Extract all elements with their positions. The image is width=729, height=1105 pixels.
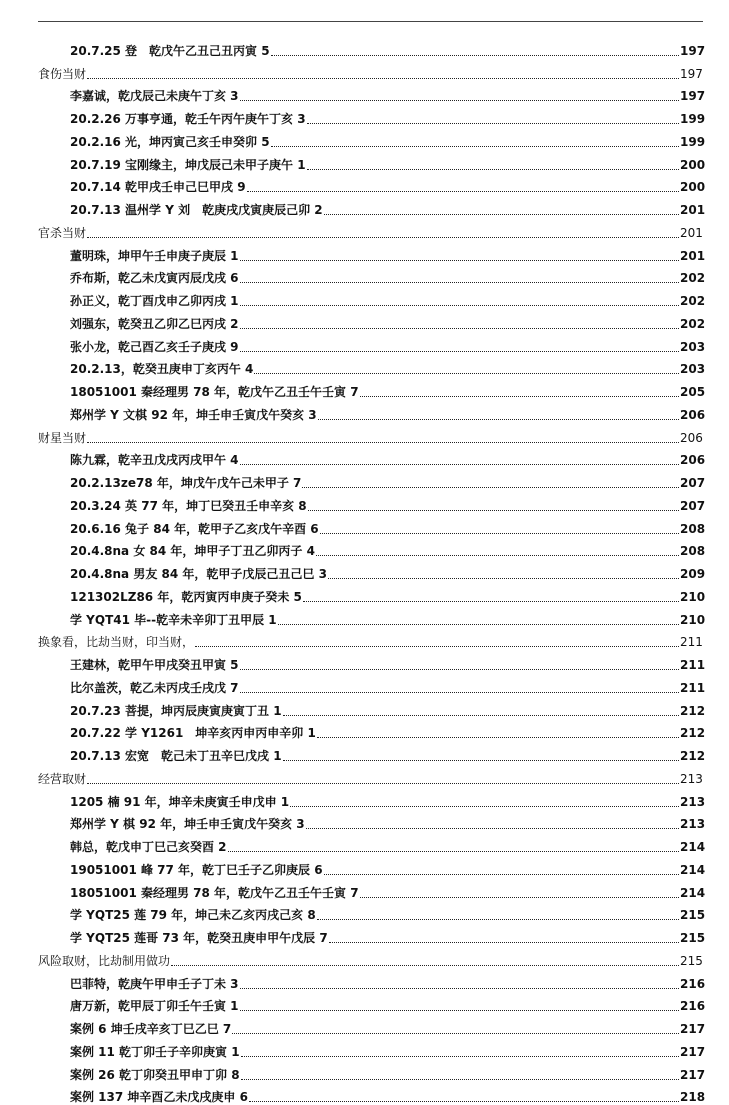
toc-entry-title: 食伤当财 [38,67,86,82]
toc-page-number: 211 [680,681,702,696]
toc-page-number: 201 [680,249,702,264]
toc-entry-title: 20.7.22 学 Y1261 坤辛亥丙申丙申辛卯 1 [70,726,316,741]
toc-entry-title: 官杀当财 [38,226,86,241]
toc-entry[interactable] [38,810,702,833]
toc-entry-title: 20.7.13 宏宽 乾己未丁丑辛巳戊戌 1 [70,749,282,764]
dot-leader [290,806,679,807]
dot-leader [360,396,679,397]
dot-leader [240,305,679,306]
toc-page-number: 217 [680,1068,702,1083]
toc-page-number: 205 [680,385,702,400]
dot-leader [247,191,679,192]
dot-leader [318,419,679,420]
toc-entry-title: 学 YQT25 莲哥 73 年，乾癸丑庚申甲午戊辰 7 [70,931,328,946]
toc-page-number: 201 [680,203,702,218]
dot-leader [240,328,679,329]
toc-entry-title: 比尔盖茨，乾乙未丙戌壬戌戊 7 [70,681,239,696]
toc-entry[interactable] [38,901,702,924]
toc-entry[interactable] [38,1083,702,1105]
dot-leader [87,78,679,79]
toc-page-number: 211 [680,635,702,650]
toc-entry[interactable] [38,104,702,127]
toc-entry-title: 孙正义，乾丁酉戊申乙卯丙戌 1 [70,294,239,309]
toc-entry[interactable] [38,719,702,742]
dot-leader [317,919,679,920]
toc-entry[interactable] [38,605,702,628]
toc-entry[interactable] [38,309,702,332]
dot-leader [317,737,679,738]
toc-page-number: 206 [680,453,702,468]
toc-entry-title: 案例 26 乾丁卯癸丑甲申丁卯 8 [70,1068,240,1083]
toc-entry-title: 19051001 峰 77 年，乾丁巳壬子乙卯庚辰 6 [70,863,323,878]
toc-entry-title: 1205 楠 91 年，坤辛未庚寅壬申戊申 1 [70,795,289,810]
toc-page-number: 202 [680,317,702,332]
toc-page-number: 218 [680,1090,702,1105]
toc-entry[interactable] [38,36,702,59]
toc-entry-title: 经营取财 [38,772,86,787]
toc-page-number: 213 [680,817,702,832]
toc-entry-title: 20.7.19 宝刚缘主，坤戊辰己未甲子庚午 1 [70,158,306,173]
toc-page-number: 197 [680,67,702,82]
toc-entry[interactable] [38,468,702,491]
toc-page-number: 212 [680,749,702,764]
dot-leader [249,1101,679,1102]
toc-entry-title: 巴菲特，乾庚午甲申壬子丁未 3 [70,977,239,992]
toc-page-number: 203 [680,340,702,355]
toc-entry-title: 陈九霖，乾辛丑戊戌丙戌甲午 4 [70,453,239,468]
dot-leader [254,373,679,374]
toc-entry[interactable] [38,150,702,173]
header-rule [38,21,703,22]
toc-entry-title: 20.7.25 登 乾戊午乙丑己丑丙寅 5 [70,44,270,59]
toc-entry[interactable] [38,491,702,514]
dot-leader [306,828,679,829]
toc-entry[interactable] [38,1014,702,1037]
toc-entry-title: 董明珠，坤甲午壬申庚子庚辰 1 [70,249,239,264]
toc-page-number: 214 [680,886,702,901]
dot-leader [240,692,679,693]
toc-page-number: 210 [680,613,702,628]
toc-entry[interactable] [38,650,702,673]
toc-entry[interactable] [38,1060,702,1083]
toc-entry-title: 刘强东，乾癸丑乙卯乙巳丙戌 2 [70,317,239,332]
toc-entry[interactable] [38,741,702,764]
dot-leader [320,533,679,534]
toc-page-number: 216 [680,999,702,1014]
dot-leader [283,715,679,716]
toc-section-heading[interactable] [38,764,702,787]
toc-entry[interactable] [38,992,702,1015]
toc-page-number: 199 [680,112,702,127]
toc-entry-title: 20.4.8na 男友 84 年，乾甲子戊辰己丑己巳 3 [70,567,327,582]
toc-entry-title: 王建林，乾甲午甲戌癸丑甲寅 5 [70,658,239,673]
toc-entry[interactable] [38,355,702,378]
table-of-contents [38,36,702,1105]
toc-page-number: 199 [680,135,702,150]
toc-entry[interactable] [38,446,702,469]
toc-entry-title: 郑州学 Y 文棋 92 年，坤壬申壬寅戊午癸亥 3 [70,408,317,423]
toc-entry-title: 学 YQT25 莲 79 年，坤己未乙亥丙戌己亥 8 [70,908,316,923]
toc-entry[interactable] [38,923,702,946]
toc-entry[interactable] [38,559,702,582]
toc-entry[interactable] [38,787,702,810]
toc-entry[interactable] [38,82,702,105]
toc-page-number: 203 [680,362,702,377]
dot-leader [240,351,679,352]
dot-leader [316,555,679,556]
toc-entry-title: 20.2.13，乾癸丑庚申丁亥丙午 4 [70,362,253,377]
toc-page-number: 206 [680,408,702,423]
dot-leader [278,624,679,625]
toc-entry[interactable] [38,127,702,150]
toc-entry-title: 20.3.24 英 77 年，坤丁巳癸丑壬申辛亥 8 [70,499,307,514]
toc-entry[interactable] [38,855,702,878]
toc-entry-title: 财星当财 [38,431,86,446]
dot-leader [240,464,679,465]
dot-leader [303,601,679,602]
toc-entry[interactable] [38,878,702,901]
toc-entry-title: 案例 6 坤壬戌辛亥丁巳乙巳 7 [70,1022,231,1037]
toc-page-number: 212 [680,726,702,741]
toc-page-number: 202 [680,271,702,286]
toc-page-number: 200 [680,158,702,173]
toc-section-heading[interactable] [38,628,702,651]
dot-leader [228,851,679,852]
toc-entry-title: 张小龙，乾己酉乙亥壬子庚戌 9 [70,340,239,355]
dot-leader [328,578,679,579]
toc-entry-title: 换象看，比劫当财，印当财， [38,635,194,650]
toc-entry-title: 20.2.13ze78 年，坤戊午戊午己未甲子 7 [70,476,301,491]
toc-entry[interactable] [38,582,702,605]
dot-leader [240,1010,679,1011]
toc-page-number: 206 [680,431,702,446]
dot-leader [171,965,679,966]
toc-entry[interactable] [38,332,702,355]
dot-leader [329,942,679,943]
toc-entry[interactable] [38,969,702,992]
dot-leader [87,783,679,784]
toc-page-number: 212 [680,704,702,719]
toc-page-number: 197 [680,89,702,104]
toc-entry-title: 18051001 秦经理男 78 年，乾戊午乙丑壬午壬寅 7 [70,886,359,901]
dot-leader [240,282,679,283]
toc-entry-title: 唐万新，乾甲辰丁卯壬午壬寅 1 [70,999,239,1014]
toc-section-heading[interactable] [38,946,702,969]
dot-leader [240,100,679,101]
toc-page-number: 207 [680,499,702,514]
toc-entry[interactable] [38,400,702,423]
toc-page-number: 211 [680,658,702,673]
toc-entry-title: 20.4.8na 女 84 年，坤甲子丁丑乙卯丙子 4 [70,544,315,559]
dot-leader [324,874,679,875]
toc-page-number: 215 [680,954,702,969]
dot-leader [232,1033,679,1034]
dot-leader [240,260,679,261]
toc-page-number: 209 [680,567,702,582]
toc-page-number: 215 [680,908,702,923]
toc-entry-title: 乔布斯，乾乙未戊寅丙辰戊戌 6 [70,271,239,286]
toc-entry-title: 20.7.13 温州学 Y 刘 乾庚戌戊寅庚辰己卯 2 [70,203,323,218]
toc-page-number: 213 [680,795,702,810]
toc-page-number: 217 [680,1045,702,1060]
toc-entry-title: 121302LZ86 年，乾丙寅丙申庚子癸未 5 [70,590,302,605]
toc-entry[interactable] [38,377,702,400]
toc-page-number: 214 [680,840,702,855]
toc-page-number: 201 [680,226,702,241]
dot-leader [307,123,679,124]
toc-entry-title: 李嘉诚，乾戊辰己未庚午丁亥 3 [70,89,239,104]
toc-page-number: 213 [680,772,702,787]
toc-page-number: 200 [680,180,702,195]
dot-leader [307,169,679,170]
toc-entry-title: 20.7.23 菩提，坤丙辰庚寅庚寅丁丑 1 [70,704,282,719]
dot-leader [324,214,679,215]
dot-leader [283,760,679,761]
toc-entry-title: 18051001 秦经理男 78 年，乾戊午乙丑壬午壬寅 7 [70,385,359,400]
dot-leader [302,487,679,488]
toc-entry-title: 郑州学 Y 棋 92 年，坤壬申壬寅戊午癸亥 3 [70,817,305,832]
toc-page-number: 207 [680,476,702,491]
toc-page-number: 202 [680,294,702,309]
toc-entry[interactable] [38,832,702,855]
dot-leader [240,988,679,989]
toc-entry[interactable] [38,286,702,309]
toc-entry[interactable] [38,1037,702,1060]
toc-entry-title: 案例 11 乾丁卯壬子辛卯庚寅 1 [70,1045,240,1060]
toc-entry-title: 20.2.26 万事亨通，乾壬午丙午庚午丁亥 3 [70,112,306,127]
toc-page-number: 208 [680,544,702,559]
toc-entry[interactable] [38,195,702,218]
toc-section-heading[interactable] [38,423,702,446]
toc-entry[interactable] [38,514,702,537]
toc-page-number: 216 [680,977,702,992]
toc-section-heading[interactable] [38,59,702,82]
toc-page-number: 217 [680,1022,702,1037]
dot-leader [271,55,679,56]
toc-entry[interactable] [38,537,702,560]
toc-entry-title: 20.6.16 兔子 84 年，乾甲子乙亥戊午辛酉 6 [70,522,319,537]
dot-leader [240,669,679,670]
dot-leader [87,237,679,238]
dot-leader [241,1079,679,1080]
toc-entry-title: 20.7.14 乾甲戌壬申己巳甲戌 9 [70,180,246,195]
toc-entry[interactable] [38,173,702,196]
dot-leader [308,510,679,511]
toc-page-number: 197 [680,44,702,59]
dot-leader [271,146,679,147]
toc-section-heading[interactable] [38,218,702,241]
toc-entry[interactable] [38,241,702,264]
toc-entry[interactable] [38,673,702,696]
toc-entry[interactable] [38,696,702,719]
toc-page-number: 208 [680,522,702,537]
toc-entry-title: 案例 137 坤辛酉乙未戊戌庚申 6 [70,1090,248,1105]
toc-page-number: 215 [680,931,702,946]
toc-page-number: 214 [680,863,702,878]
dot-leader [360,897,679,898]
toc-entry[interactable] [38,264,702,287]
dot-leader [195,646,679,647]
toc-entry-title: 20.2.16 光，坤丙寅己亥壬申癸卯 5 [70,135,270,150]
toc-entry-title: 韩总，乾戊申丁巳己亥癸酉 2 [70,840,227,855]
toc-entry-title: 风险取财，比劫制用做功 [38,954,170,969]
dot-leader [87,442,679,443]
toc-entry-title: 学 YQT41 毕--乾辛未辛卯丁丑甲辰 1 [70,613,277,628]
toc-page-number: 210 [680,590,702,605]
